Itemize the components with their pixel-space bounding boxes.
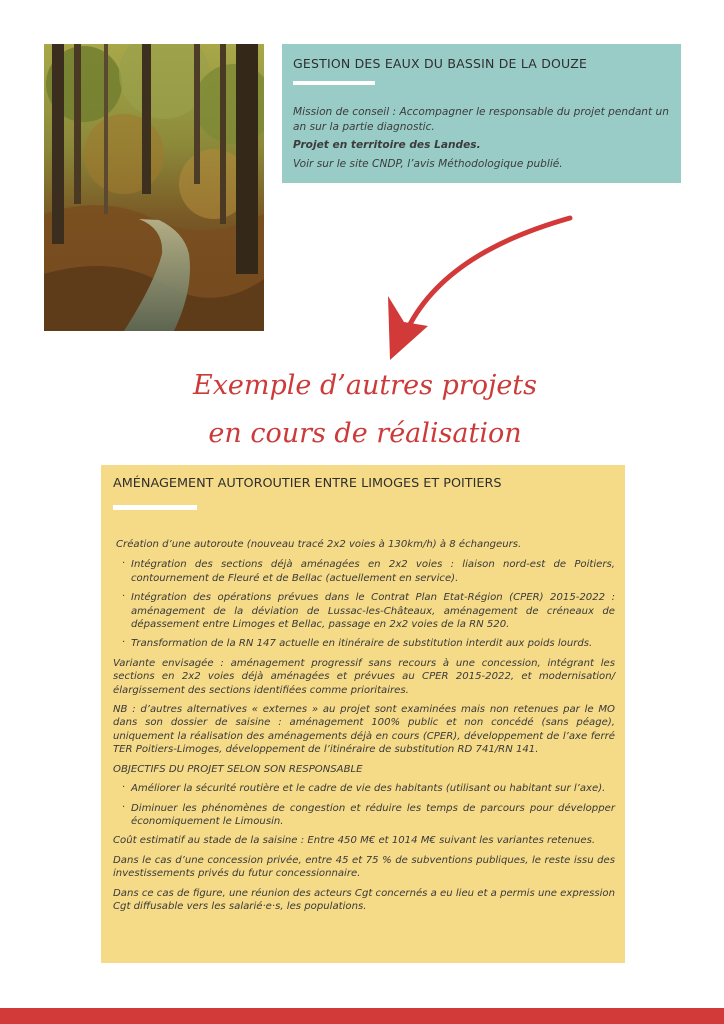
concession-text: Dans le cas d’une concession privée, entre 45 et 75 % de subventions publiques, le reste issu des investissements privés du futur concessionnaire. bbox=[113, 854, 615, 880]
cgt-text: Dans ce cas de figure, une réunion des acteurs Cgt concernés a eu lieu et a permis une expression Cgt diffusable vers les salarié·e·s, les populations. bbox=[113, 887, 615, 912]
list-item: · Améliorer la sécurité routière et le cadre de vie des habitants (utilisant ou habitant sur l’axe). bbox=[113, 782, 615, 795]
integration-list bbox=[113, 558, 615, 650]
other-projects-heading bbox=[150, 362, 580, 458]
title-underline bbox=[293, 81, 375, 85]
project-autoroute-title: AMÉNAGEMENT AUTOROUTIER ENTRE LIMOGES ET POITIERS bbox=[113, 476, 502, 491]
project-autoroute-card bbox=[101, 465, 625, 963]
cndp-text: Voir sur le site CNDP, l’avis Méthodologique publié. bbox=[293, 157, 563, 170]
objectives-heading: OBJECTIFS DU PROJET SELON SON RESPONSABLE bbox=[113, 763, 363, 775]
variante-text: Variante envisagée : aménagement progressif sans recours à une concession, intégrant les sections en 2x2 voies déjà aménagées et prévues au CPER 2015-2022, et modernisation/élargissement des sections identifiées comme prioritaires. bbox=[113, 657, 615, 696]
heading-line-1: Exemple d’autres projets bbox=[192, 370, 538, 401]
territory-text: Projet en territoire des Landes. bbox=[293, 139, 481, 151]
project-douze-description bbox=[293, 105, 671, 175]
list-item: · Intégration des opérations prévues dans le Contrat Plan Etat-Région (CPER) 2015-2022 : aménagement de la déviation de Lussac-les-Châteaux, aménagement de créneaux de dépassement entre Limoges et Bellac, passage en 2x2 voies de la RN 520. bbox=[113, 591, 615, 631]
forest-stream-photo bbox=[44, 44, 264, 331]
curved-arrow-icon bbox=[370, 210, 580, 370]
heading-line-2: en cours de réalisation bbox=[208, 418, 522, 449]
nb-text: NB : d’autres alternatives « externes » au projet sont examinées mais non retenues par le MO dans son dossier de saisine : aménagement 100% public et non concédé (sans péage), uniquement la réalisation des aménagements déjà en cours (CPER), développement de l’axe ferré TER Poitiers-Limoges, développement de l’itinéraire de substitution RD 741/RN 141. bbox=[113, 704, 615, 756]
list-item: · Diminuer les phénomènes de congestion et réduire les temps de parcours pour développer économiquement le Limousin. bbox=[113, 802, 615, 829]
list-item: · Intégration des sections déjà aménagées en 2x2 voies : liaison nord-est de Poitiers, contournement de Fleuré et de Bellac (actuellement en service). bbox=[113, 558, 615, 585]
intro-text: Création d’une autoroute (nouveau tracé 2x2 voies à 130km/h) à 8 échangeurs. bbox=[116, 539, 522, 550]
list-item: · Transformation de la RN 147 actuelle en itinéraire de substitution interdit aux poids lourds. bbox=[113, 637, 615, 650]
footer-bar bbox=[0, 1008, 724, 1024]
cost-text: Coût estimatif au stade de la saisine : Entre 450 M€ et 1014 M€ suivant les variantes retenues. bbox=[113, 835, 596, 847]
project-autoroute-body bbox=[113, 538, 615, 919]
title-underline bbox=[113, 505, 197, 510]
objectives-list bbox=[113, 782, 615, 828]
mission-text: Mission de conseil : Accompagner le responsable du projet pendant un an sur la partie diagnostic. bbox=[293, 106, 669, 133]
project-douze-card bbox=[282, 44, 681, 183]
project-douze-title: GESTION DES EAUX DU BASSIN DE LA DOUZE bbox=[293, 56, 588, 71]
